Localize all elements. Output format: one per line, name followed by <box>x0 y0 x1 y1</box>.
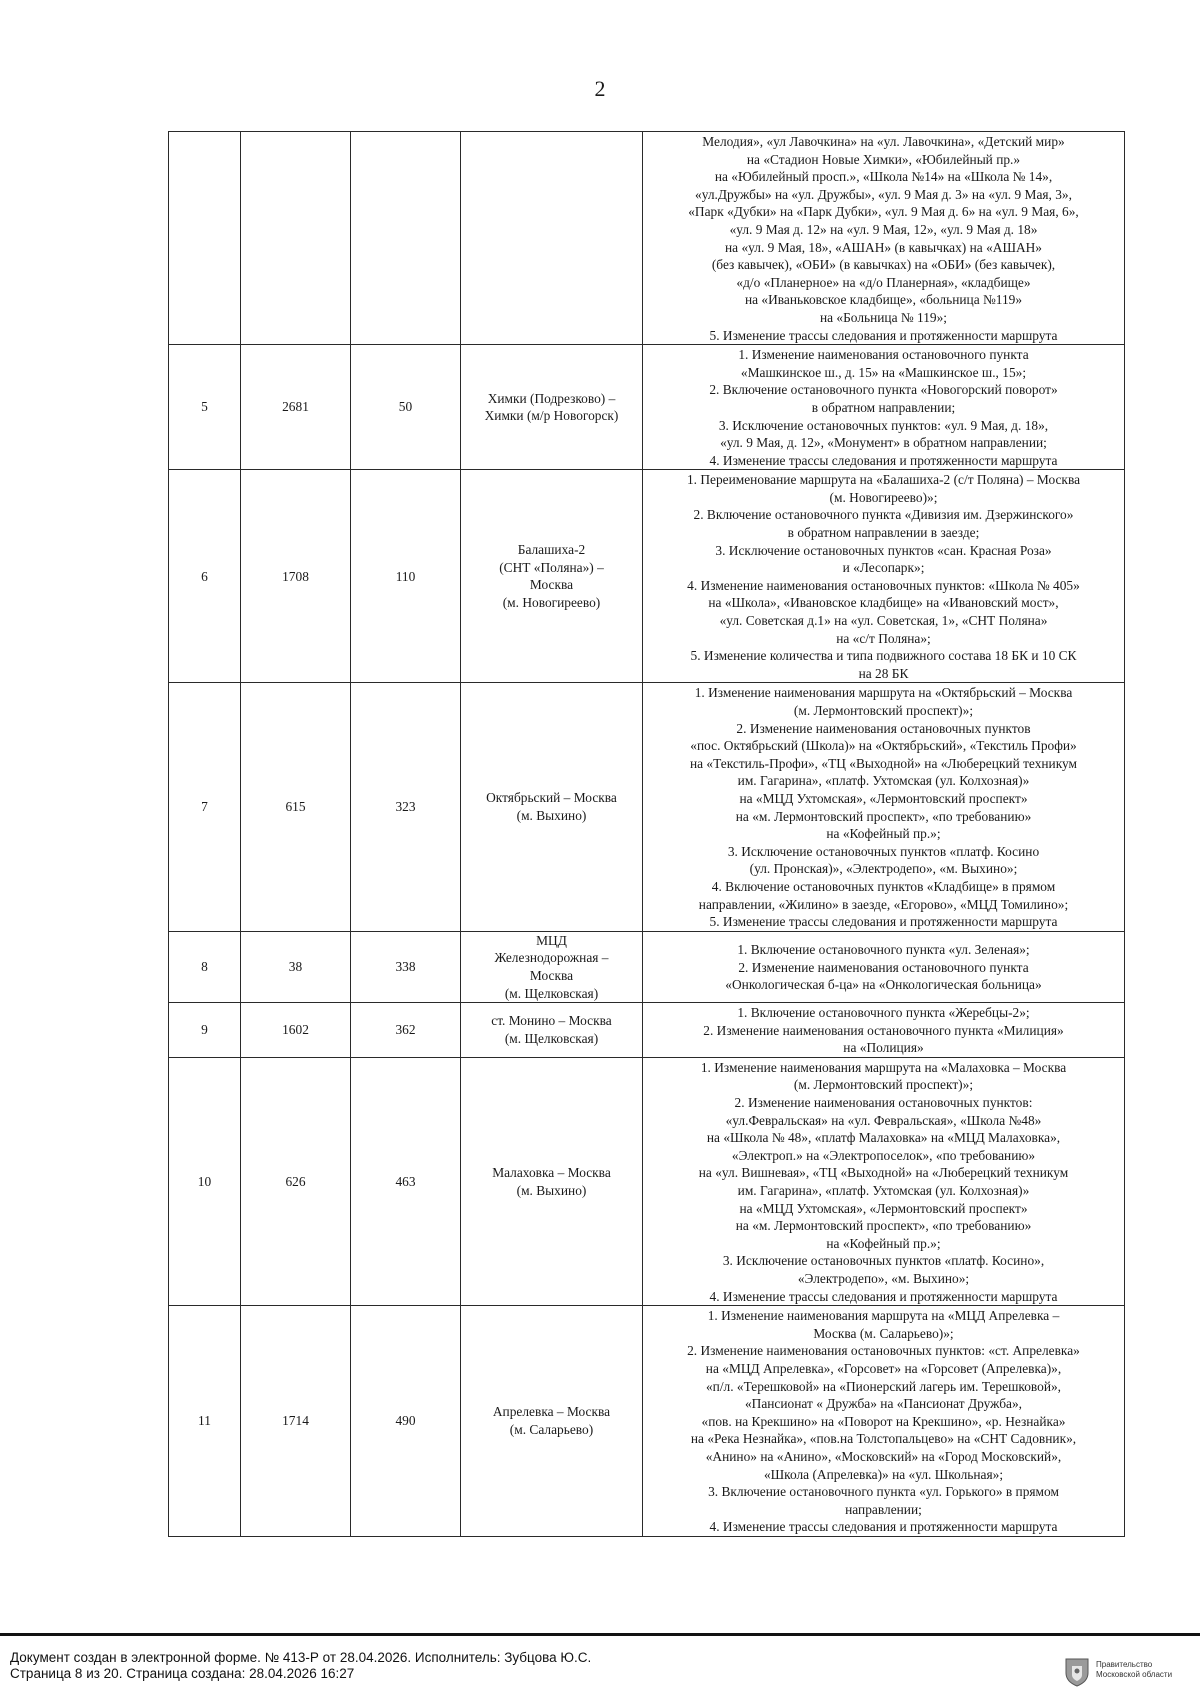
route-name-cell-line: Апрелевка – Москва <box>492 1404 611 1420</box>
changes-cell-line: 1. Изменение наименования маршрута на «Октябрьский – Москва <box>694 685 1073 701</box>
route-name-cell-line: Химки (Подрезково) – <box>487 390 616 406</box>
route-name-cell-line: (м. Новогиреево) <box>502 594 601 610</box>
route-name-cell-line: (м. Выхино) <box>516 808 587 824</box>
changes-cell-line: 4. Изменение наименования остановочных пунктов: «Школа № 405» <box>687 577 1080 593</box>
footer-document-info: Документ создан в электронной форме. № 413-Р от 28.04.2026. Исполнитель: Зубцова Ю.С. <box>10 1650 592 1665</box>
routes-table-body <box>169 132 1125 1537</box>
changes-cell-line: 2. Включение остановочного пункта «Дивизия им. Дзержинского» <box>693 507 1074 523</box>
changes-cell-line: на 28 БК <box>858 665 909 681</box>
changes-cell-line: на «Кофейный пр.»; <box>826 1235 941 1251</box>
changes-cell-line: «пос. Октябрьский (Школа)» на «Октябрьский», «Текстиль Профи» <box>690 738 1077 754</box>
changes-cell-line: «Парк «Дубки» на «Парк Дубки», «ул. 9 Мая д. 6» на «ул. 9 Мая, 6», <box>688 204 1079 220</box>
changes-cell-line: 4. Изменение трассы следования и протяженности маршрута <box>709 452 1058 468</box>
changes-cell-line: «пов. на Крекшино» на «Поворот на Крекшино», «р. Незнайка» <box>701 1413 1066 1429</box>
table-row <box>169 1306 1125 1537</box>
route-name-cell <box>461 345 643 470</box>
changes-cell-line: 5. Изменение трассы следования и протяженности маршрута <box>709 914 1058 930</box>
changes-cell <box>643 470 1125 683</box>
changes-cell-line: 1. Включение остановочного пункта «ул. Зеленая»; <box>737 942 1030 958</box>
changes-cell-line: «ул. Советская д.1» на «ул. Советская, 1», «СНТ Поляна» <box>719 613 1048 629</box>
route-number-cell: 323 <box>351 683 461 931</box>
table-row <box>169 931 1125 1002</box>
route-name-cell-line: (м. Щелковская) <box>504 1030 599 1046</box>
route-name-cell <box>461 683 643 931</box>
changes-cell-line: на «м. Лермонтовский проспект», «по требованию» <box>735 808 1032 824</box>
changes-cell-line: 2. Изменение наименования остановочного пункта <box>738 959 1029 975</box>
changes-cell-line: «Электродепо», «м. Выхино»; <box>797 1271 970 1286</box>
route-name-cell-line: Москва <box>529 577 574 593</box>
changes-cell-line: «ул. 9 Мая, д. 12», «Монумент» в обратном направлении; <box>720 435 1047 451</box>
changes-cell-line: (м. Лермонтовский проспект)»; <box>793 703 974 718</box>
changes-cell-line: 1. Изменение наименования маршрута на «МЦД Апрелевка – <box>707 1308 1060 1324</box>
registry-number-cell: 1708 <box>241 470 351 683</box>
changes-cell-line: на «Текстиль-Профи», «ТЦ «Выходной» на «Люберецкий техникум <box>689 755 1078 771</box>
changes-cell <box>643 683 1125 931</box>
changes-cell-line: Москва (м. Саларьево)»; <box>813 1325 954 1341</box>
route-name-cell <box>461 470 643 683</box>
row-number-cell: 7 <box>169 683 241 931</box>
registry-number-cell: 626 <box>241 1057 351 1305</box>
changes-cell-line: 1. Изменение наименования маршрута на «Малаховка – Москва <box>700 1059 1067 1075</box>
changes-cell-line: на «Полиция» <box>843 1040 924 1056</box>
route-number-cell: 490 <box>351 1306 461 1537</box>
route-name-cell-line: Химки (м/р Новогорск) <box>484 408 619 424</box>
table-row <box>169 1003 1125 1058</box>
changes-cell-line: (ул. Пронская)», «Электродепо», «м. Выхино»; <box>749 861 1018 877</box>
registry-number-cell: 1714 <box>241 1306 351 1537</box>
changes-cell-line: им. Гагарина», «платф. Ухтомская (ул. Колхозная)» <box>737 1183 1030 1199</box>
changes-cell-line: на «ул. Вишневая», «ТЦ «Выходной» на «Люберецкий техникум <box>698 1165 1069 1181</box>
route-number-cell: 463 <box>351 1057 461 1305</box>
changes-cell-line: на «Стадион Новые Химки», «Юбилейный пр.» <box>746 151 1021 167</box>
route-name-cell-line: Железнодорожная – <box>494 950 609 966</box>
table-row <box>169 345 1125 470</box>
route-name-cell <box>461 931 643 1002</box>
changes-cell-line: 3. Исключение остановочных пунктов «сан. Красная Роза» <box>715 542 1052 558</box>
route-name-cell-line: Москва <box>529 967 574 983</box>
route-number-cell: 362 <box>351 1003 461 1058</box>
footer-page-info: Страница 8 из 20. Страница создана: 28.04.2026 16:27 <box>10 1666 355 1681</box>
changes-cell-line: 4. Изменение трассы следования и протяженности маршрута <box>709 1288 1058 1304</box>
route-name-cell <box>461 1057 643 1305</box>
footer-divider <box>0 1633 1200 1636</box>
changes-cell-line: на «Река Незнайка», «пов.на Толстопальцево» на «СНТ Садовник», <box>690 1431 1077 1447</box>
changes-cell-line: 3. Включение остановочного пункта «ул. Горького» в прямом <box>708 1484 1059 1500</box>
changes-cell-line: «Пансионат « Дружба» на «Пансионат Дружба», <box>744 1396 1023 1412</box>
changes-cell-line: 1. Включение остановочного пункта «Жеребцы-2»; <box>737 1005 1030 1021</box>
page-number: 2 <box>594 76 606 101</box>
changes-cell <box>643 1057 1125 1305</box>
changes-cell-line: (без кавычек), «ОБИ» (в кавычках) на «ОБИ» (без кавычек), <box>711 257 1056 273</box>
changes-cell-line: 1. Переименование маршрута на «Балашиха-2 (с/т Поляна) – Москва <box>686 472 1081 488</box>
table-row <box>169 683 1125 931</box>
changes-cell-line: 2. Изменение наименования остановочного пункта «Милиция» <box>703 1022 1064 1038</box>
changes-cell-line: на «МЦД Ухтомская», «Лермонтовский проспект» <box>739 790 1028 806</box>
registry-number-cell: 2681 <box>241 345 351 470</box>
table-row <box>169 1057 1125 1305</box>
changes-cell-line: 2. Изменение наименования остановочных пунктов: «ст. Апрелевка» <box>687 1343 1080 1359</box>
route-name-cell <box>461 1306 643 1537</box>
changes-cell-line: 5. Изменение количества и типа подвижного состава 18 БК и 10 СК <box>690 648 1077 664</box>
row-number-cell: 10 <box>169 1057 241 1305</box>
changes-cell-line: в обратном направлении; <box>811 399 956 415</box>
changes-cell-line: «п/л. «Терешковой» на «Пионерский лагерь им. Терешковой», <box>705 1378 1062 1394</box>
registry-number-cell: 1602 <box>241 1003 351 1058</box>
changes-cell-line: 2. Изменение наименования остановочных пунктов: <box>734 1095 1033 1111</box>
changes-cell-line: 2. Включение остановочного пункта «Новогорский поворот» <box>709 382 1058 398</box>
changes-cell-line: на «Юбилейный просп.», «Школа №14» на «Школа № 14», <box>714 169 1053 185</box>
changes-cell <box>643 345 1125 470</box>
changes-cell-line: направлении, «Жилино» в заезде, «Егорово», «МЦД Томилино»; <box>698 896 1069 912</box>
changes-cell <box>643 1003 1125 1058</box>
changes-cell-line: (м. Новогиреево)»; <box>829 489 938 505</box>
changes-cell-line: направлении; <box>845 1501 922 1517</box>
changes-cell-line: им. Гагарина», «платф. Ухтомская (ул. Колхозная)» <box>737 773 1030 789</box>
routes-table <box>168 131 1125 1537</box>
registry-number-cell: 615 <box>241 683 351 931</box>
route-number-cell <box>351 132 461 345</box>
changes-cell <box>643 931 1125 1002</box>
changes-cell-line: «Анино» на «Анино», «Московский» на «Город Московский», <box>705 1448 1062 1464</box>
table-row <box>169 132 1125 345</box>
changes-cell-line: 4. Включение остановочных пунктов «Кладбище» в прямом <box>711 878 1056 894</box>
changes-cell <box>643 132 1125 345</box>
changes-cell-line: на «ул. 9 Мая, 18», «АШАН» (в кавычках) на «АШАН» <box>725 239 1042 255</box>
government-label-line1: Правительство <box>1096 1660 1153 1669</box>
row-number-cell: 8 <box>169 931 241 1002</box>
changes-cell-line: 3. Исключение остановочных пунктов «платф. Косино», <box>722 1253 1045 1269</box>
changes-cell-line: (м. Лермонтовский проспект)»; <box>793 1077 974 1093</box>
route-name-cell-line: (СНТ «Поляна») – <box>499 559 604 575</box>
changes-cell-line: «ул.Февральская» на «ул. Февральская», «Школа №48» <box>725 1112 1042 1128</box>
changes-cell-line: на «МЦД Ухтомская», «Лермонтовский проспект» <box>739 1200 1028 1216</box>
changes-cell-line: на «МЦД Апрелевка», «Горсовет» на «Горсовет (Апрелевка)», <box>705 1360 1062 1376</box>
route-number-cell: 110 <box>351 470 461 683</box>
route-name-cell-line: МЦД <box>536 932 567 948</box>
changes-cell-line: на «Кофейный пр.»; <box>826 826 941 842</box>
changes-cell-line: 5. Изменение трассы следования и протяженности маршрута <box>709 327 1058 343</box>
changes-cell-line: 3. Исключение остановочных пунктов «платф. Косино <box>727 843 1040 859</box>
changes-cell-line: на «Школа № 48», «платф Малаховка» на «МЦД Малаховка», <box>706 1130 1061 1146</box>
row-number-cell: 6 <box>169 470 241 683</box>
changes-cell-line: «ул. 9 Мая д. 12» на «ул. 9 Мая, 12», «ул. 9 Мая д. 18» <box>729 221 1038 237</box>
changes-cell <box>643 1306 1125 1537</box>
route-name-cell-line: (м. Выхино) <box>516 1182 587 1198</box>
changes-cell-line: на «с/т Поляна»; <box>836 630 931 646</box>
row-number-cell <box>169 132 241 345</box>
route-name-cell-line: ст. Монино – Москва <box>491 1013 612 1029</box>
registry-number-cell: 38 <box>241 931 351 1002</box>
row-number-cell: 11 <box>169 1306 241 1537</box>
route-name-cell-line: Малаховка – Москва <box>492 1164 611 1180</box>
coat-of-arms-icon <box>1064 1657 1090 1687</box>
registry-number-cell <box>241 132 351 345</box>
changes-cell-line: на «Больница № 119»; <box>819 309 948 325</box>
table-row <box>169 470 1125 683</box>
changes-cell-line: на «Иваньковское кладбище», «больница №119» <box>744 292 1023 308</box>
route-name-cell-line: (м. Щелковская) <box>504 985 599 1001</box>
changes-cell-line: «д/о «Планерное» на «д/о Планерная», «кладбище» <box>736 274 1031 290</box>
changes-cell-line: 4. Изменение трассы следования и протяженности маршрута <box>709 1519 1058 1535</box>
changes-cell-line: и «Лесопарк»; <box>842 560 925 576</box>
changes-cell-line: в обратном направлении в заезде; <box>787 525 980 541</box>
route-name-cell <box>461 132 643 345</box>
route-number-cell: 50 <box>351 345 461 470</box>
changes-cell-line: «Школа (Апрелевка)» на «ул. Школьная»; <box>763 1466 1004 1482</box>
changes-cell-line: «Онкологическая б-ца» на «Онкологическая больница» <box>725 977 1042 993</box>
document-footer <box>10 1650 591 1682</box>
changes-cell-line: «Электроп.» на «Электропоселок», «по требованию» <box>731 1147 1036 1163</box>
changes-cell-line: 2. Изменение наименования остановочных пунктов <box>736 720 1031 736</box>
changes-cell-line: 1. Изменение наименования остановочного пункта <box>738 347 1029 363</box>
route-name-cell <box>461 1003 643 1058</box>
route-name-cell-line: (м. Саларьево) <box>509 1422 594 1438</box>
changes-cell-line: Мелодия», «ул Лавочкина» на «ул. Лавочкина», «Детский мир» <box>702 134 1065 149</box>
changes-cell-line: на «м. Лермонтовский проспект», «по требованию» <box>735 1218 1032 1234</box>
route-number-cell: 338 <box>351 931 461 1002</box>
route-name-cell-line: Октябрьский – Москва <box>486 790 617 806</box>
changes-cell-line: на «Школа», «Ивановское кладбище» на «Ивановский мост», <box>708 595 1059 611</box>
route-name-cell-line: Балашиха-2 <box>517 542 586 558</box>
row-number-cell: 9 <box>169 1003 241 1058</box>
row-number-cell: 5 <box>169 345 241 470</box>
government-label-line2: Московской области <box>1096 1670 1173 1679</box>
changes-cell-line: «ул.Дружбы» на «ул. Дружбы», «ул. 9 Мая д. 3» на «ул. 9 Мая, 3», <box>695 186 1072 202</box>
changes-cell-line: «Машкинское ш., д. 15» на «Машкинское ш., 15»; <box>740 364 1027 380</box>
changes-cell-line: 3. Исключение остановочных пунктов: «ул. 9 Мая, д. 18», <box>718 417 1049 433</box>
government-label <box>1096 1660 1196 1680</box>
